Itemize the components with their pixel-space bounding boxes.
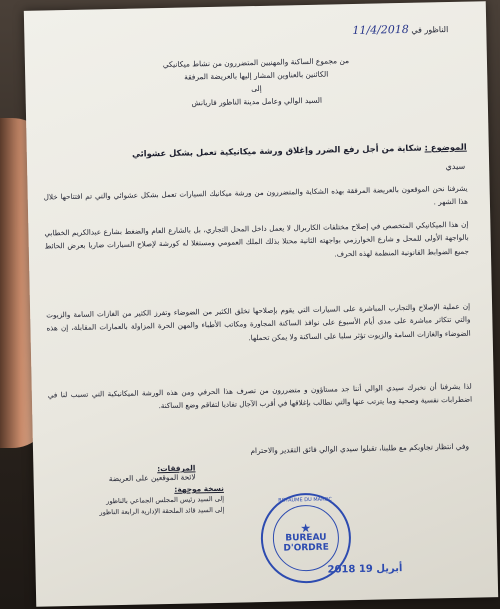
subject-label: الموضوع : (424, 141, 467, 153)
date-line (352, 22, 448, 37)
stamp-text-1: BUREAU (285, 532, 327, 544)
copies-item: إلى السيد قائد الملحقة الإدارية الرابعة الناظور (99, 505, 225, 517)
copies-block (74, 483, 225, 519)
star-icon: ★ (300, 521, 312, 536)
enclosures-title: المرفقات: (157, 463, 196, 474)
stamp-ring-text: ROYAUME DU MAROC (278, 496, 333, 504)
salutation: سيدي (445, 161, 466, 172)
header-line: إلى (251, 83, 262, 94)
copies-item: إلى السيد رئيس المجلس الجماعي بالناظور (106, 494, 225, 506)
header-line: السيد الوالي وعامل مدينة الناظور فاريانش (191, 95, 323, 108)
copies-title: نسخة موجهة: (174, 483, 224, 494)
header-line: من مجموع الساكنة والمهنيين المتضررون من نشاط ميكانيكي (162, 56, 350, 70)
paragraph-2: إن هذا الميكانيكي المتخصص في إصلاح مختلفات الكاربرال لا يعمل داخل المحل التجاري، بل بالشارع العام والضغط بشارع عبدالكريم الخطابي بالواجهة الأولى للمحل و شارع الخوارزمي بواجهته الثانية محتلا بذلك الملك العمومي ومستغلا له كورشة لإصلاح السيارات ضاربا بعرض الحائط جميع الضوابط القانونية المنظمة لهذه الحرف. (44, 219, 470, 259)
enclosures (109, 463, 196, 483)
letter-page (24, 1, 498, 607)
header-line: الكائنين بالعناوين المشار إليها بالعريضة المرفقة (184, 69, 329, 82)
paragraph-1: يشرفنا نحن الموقعون بالعريضة المرفقة بهذه الشكاية والمتضررون من ورشة ميكانيك السيارات تعمل بشكل عشوائي والتي تم افتتاحها خلال هذا الشهر . (43, 183, 468, 207)
subject-line (45, 142, 467, 161)
stamp-date: 2018 أبريل 19 (327, 563, 403, 576)
subject-text: شكاية من أجل رفع الضرر وإغلاق ورشة ميكانيكية تعمل بشكل عشوائي (132, 142, 422, 159)
letter-header (65, 52, 448, 112)
paragraph-3: إن عملية الإصلاح والتجارب المباشرة على السيارات التي يقوم بإصلاحها تخلق الكثير من الضوضاء وتفرز الكثير من الغازات السامة والزيوت والتي تتكاثر مباشرة على مدى أيام الأسبوع على نوافذ الساكنة المجاورة ومكاتب الأطباء والمهن الحرة المزاولة بالعمارات المقابلة، إن هذه الضوضاء والغازات السامة والزيوت تؤثر سلبا على الساكنة ولا يمكن تحملها. (46, 301, 471, 343)
date-prefix: الناظور في (411, 25, 449, 35)
enclosures-item: لائحة الموقعين على العريضة (108, 472, 196, 484)
paragraph-4: لذا يشرفنا أن نخبرك سيدي الوالي أننا جد مستاؤون و متضررون من تصرف هذا الحرفي ومن هذه الورشة الميكانيكية التي تسبب لنا في اضطرابات نفسية وصحية وما يترتب عنها والتي نطالب بإغلاقها في أقرب الآجال تفاديا لتفاقم وضع الساكنة. (47, 381, 473, 411)
stamp-text-2: D'ORDRE (283, 542, 329, 554)
closing-line: وفي انتظار تجاوبكم مع طلبنا، تقبلوا سيدي الوالي فائق التقدير والاحترام (250, 441, 470, 456)
handwritten-date: 11/4/2018 (352, 22, 409, 38)
